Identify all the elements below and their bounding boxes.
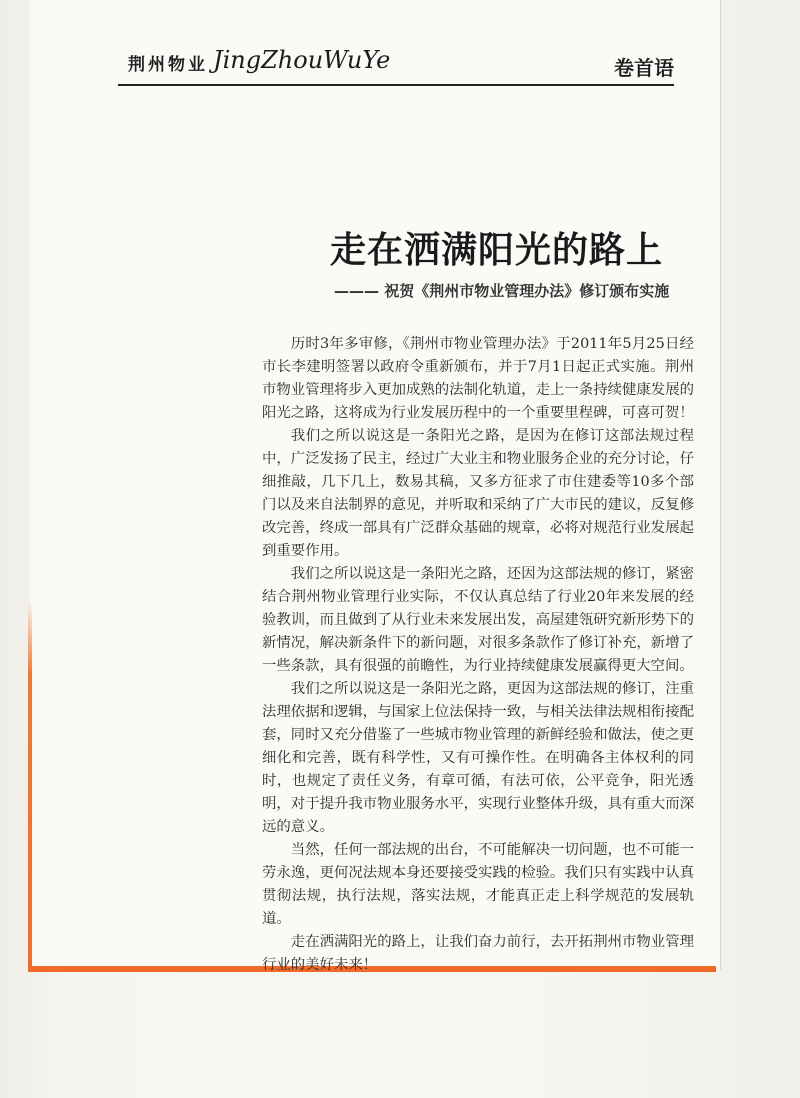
page-header xyxy=(118,46,674,90)
magazine-name-cn: 荆州物业 xyxy=(128,55,208,75)
article-body xyxy=(262,333,694,977)
header-rule xyxy=(118,84,674,86)
article-title: 走在洒满阳光的路上 xyxy=(330,230,664,271)
paragraph: 我们之所以说这是一条阳光之路，还因为这部法规的修订，紧密结合荆州物业管理行业实际，不仅认真总结了行业20年来发展的经验教训，而且做到了从行业未来发展出发，高屋建瓴研究新形势下的新情况，解决新条件下的新问题，对很多条款作了修订补充，新增了一些条款，具有很强的前瞻性，为行业持续健康发展赢得更大空间。 xyxy=(262,566,694,674)
paragraph: 当然，任何一部法规的出台，不可能解决一切问题，也不可能一劳永逸，更何况法规本身还要接受实践的检验。我们只有实践中认真贯彻法规，执行法规，落实法规，才能真正走上科学规范的发展轨道。 xyxy=(262,842,694,927)
paragraph: 历时3年多审修，《荆州市物业管理办法》于2011年5月25日经市长李建明签署以政府令重新颁布，并于7月1日起正式实施。荆州市物业管理将步入更加成熟的法制化轨道，走上一条持续健康发展的阳光之路，这将成为行业发展历程中的一个重要里程碑，可喜可贺！ xyxy=(262,336,694,421)
orange-page-edge xyxy=(28,600,32,970)
paragraph: 我们之所以说这是一条阳光之路，更因为这部法规的修订，注重法理依据和逻辑，与国家上位法保持一致，与相关法律法规相衔接配套，同时又充分借鉴了一些城市物业管理的新鲜经验和做法，使之更细化和完善，既有科学性，又有可操作性。在明确各主体权利的同时，也规定了责任义务，有章可循，有法可依，公平竞争，阳光透明，对于提升我市物业服务水平，实现行业整体升级，具有重大而深远的意义。 xyxy=(262,681,694,835)
magazine-name-en: JingZhouWuYe xyxy=(213,46,391,74)
paragraph: 走在洒满阳光的路上，让我们奋力前行，去开拓荆州市物业管理行业的美好未来！ xyxy=(262,934,694,973)
paragraph: 我们之所以说这是一条阳光之路，是因为在修订这部法规过程中，广泛发扬了民主，经过广大业主和物业服务企业的充分讨论，仔细推敲，几下几上，数易其稿，又多方征求了市住建委等10多个部门以及来自法制界的意见，并听取和采纳了广大市民的建议，反复修改完善，终成一部具有广泛群众基础的规章，必将对规范行业发展起到重要作用。 xyxy=(262,428,694,559)
section-label: 卷首语 xyxy=(614,56,674,80)
article-subtitle: ——— 祝贺《荆州市物业管理办法》修订颁布实施 xyxy=(334,282,670,300)
